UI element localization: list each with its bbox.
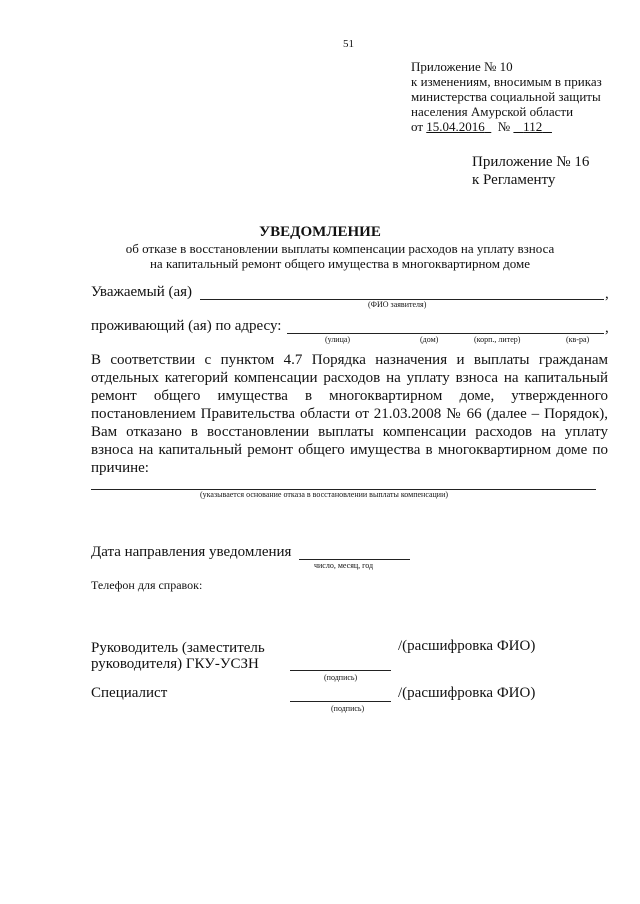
fio-hint: (ФИО заявителя) (368, 300, 427, 309)
date-hint: число, месяц, год (314, 561, 374, 570)
appendix-10-date-line (411, 119, 602, 134)
document-subtitle-1: об отказе в восстановлении выплаты компенсации расходов на уплату взноса (125, 241, 555, 256)
reason-hint: (указывается основание отказа в восстановлении выплаты компенсации) (200, 490, 449, 499)
appendix-10-block (411, 59, 602, 134)
document-title: УВЕДОМЛЕНИЕ (259, 224, 381, 240)
specialist-label: Специалист (91, 685, 168, 701)
number-label: № (497, 119, 511, 134)
appendix-date: 15.04.2016 (426, 119, 485, 134)
head-signature-hint: (подпись) (324, 673, 358, 682)
building-hint: (корп., литер) (474, 335, 521, 344)
apt-hint: (кв-ра) (566, 335, 590, 344)
appendix-10-line3: министерства социальной защиты (411, 89, 601, 104)
appendix-16-line1: Приложение № 16 (472, 154, 590, 170)
from-label: от (411, 119, 424, 134)
address-label: проживающий (ая) по адресу: (91, 318, 282, 334)
appendix-16-line2: к Регламенту (472, 172, 556, 188)
dear-label: Уважаемый (ая) (91, 284, 193, 300)
body-paragraph: В соответствии с пунктом 4.7 Порядка назначения и выплаты гражданам отдельных категорий компенсации расходов на уплату взноса на капитальный ремонт общего имущества в многоквартирном доме, утвержденного постановлением Правительства области от 21.03.2008 № 66 (далее – Порядок), Вам отказано в восстановлении выплаты компенсации расходов на уплату взноса на капитальный ремонт общего имущества в многоквартирном доме по причине: (91, 352, 608, 476)
appendix-16-block (472, 153, 589, 189)
phone-label: Телефон для справок: (91, 578, 203, 592)
date-field[interactable] (299, 559, 410, 560)
address-field[interactable] (287, 333, 604, 334)
head-label-line1: Руководитель (заместитель (91, 640, 265, 656)
appendix-number: 112 (523, 119, 543, 134)
date-label: Дата направления уведомления (91, 544, 292, 560)
specialist-signature-hint: (подпись) (331, 704, 365, 713)
appendix-10-line4: населения Амурской области (411, 104, 574, 119)
house-hint: (дом) (420, 335, 439, 344)
fio-comma: , (605, 286, 609, 302)
appendix-10-line1: Приложение № 10 (411, 59, 513, 74)
document-subtitle-2: на капитальный ремонт общего имущества в многоквартирном доме (149, 256, 531, 271)
appendix-10-line2: к изменениям, вносимым в приказ (411, 74, 602, 89)
address-comma: , (605, 320, 609, 336)
page-number: 51 (343, 38, 354, 50)
street-hint: (улица) (325, 335, 351, 344)
head-fio-decode: /(расшифровка ФИО) (398, 638, 536, 654)
specialist-signature-field[interactable] (290, 701, 391, 702)
head-signature-field[interactable] (290, 670, 391, 671)
head-label-line2: руководителя) ГКУ-УСЗН (91, 656, 259, 672)
specialist-fio-decode: /(расшифровка ФИО) (398, 685, 536, 701)
